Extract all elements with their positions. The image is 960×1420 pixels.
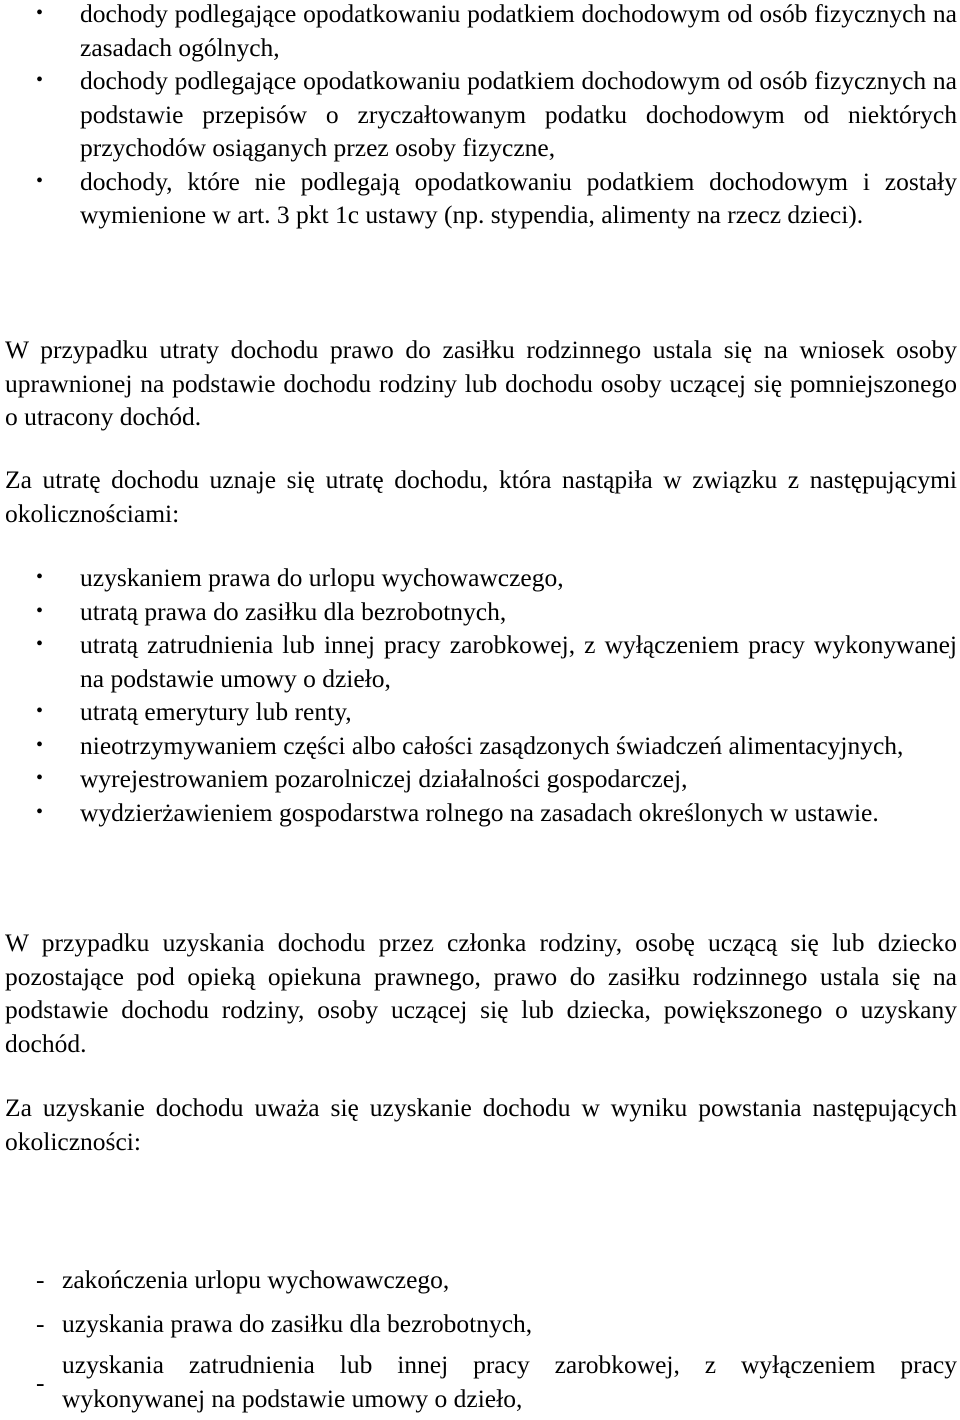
bullet-icon: • — [36, 800, 44, 823]
bullet-icon: • — [36, 767, 44, 789]
dash-icon: - — [36, 1308, 45, 1338]
bullet-icon: • — [36, 633, 44, 655]
list-item — [0, 64, 957, 165]
list-item — [0, 695, 957, 729]
list-item — [0, 628, 957, 695]
bullet-icon: • — [36, 2, 44, 24]
list-item — [0, 762, 957, 796]
list-item-text: uzyskania zatrudnienia lub innej pracy zarobkowej, z wyłączeniem pracy wykonywanej na podstawie umowy o dzieło, — [62, 1350, 957, 1413]
bullet-icon: • — [36, 169, 44, 192]
paragraph-income-loss: W przypadku utraty dochodu prawo do zasiłku rodzinnego ustala się na wniosek osoby uprawnionej na podstawie dochodu rodziny lub dochodu osoby uczącej się pomniejszonego o utracony dochód. — [5, 335, 957, 431]
list-item-text: utratą prawa do zasiłku dla bezrobotnych, — [80, 596, 507, 626]
list-item — [0, 165, 957, 232]
bullet-icon: • — [36, 599, 44, 622]
list-item — [0, 595, 957, 629]
dash-icon: - — [36, 1265, 45, 1294]
bullet-icon: • — [36, 69, 44, 91]
list-item-text: nieotrzymywaniem części albo całości zasądzonych świadczeń alimentacyjnych, — [80, 730, 904, 760]
list-item — [0, 1348, 957, 1415]
list-item-text: dochody, które nie podlegają opodatkowaniu podatkiem dochodowym i zostały wymienione w art. 3 pkt 1c ustawy (np. stypendia, alimenty na rzecz dzieci). — [80, 166, 957, 229]
list-item-text: uzyskania prawa do zasiłku dla bezrobotnych, — [62, 1308, 533, 1338]
list-item — [0, 561, 957, 595]
income-gain-circumstances-list — [0, 1263, 957, 1415]
list-item-text: wyrejestrowaniem pozarolniczej działalności gospodarczej, — [80, 764, 688, 793]
list-item-text: dochody podlegające opodatkowaniu podatkiem dochodowym od osób fizycznych na podstawie przepisów o zryczałtowanym podatku dochodowym od niektórych przychodów osiąganych przez osoby fizyczne, — [80, 66, 957, 162]
list-item-text: zakończenia urlopu wychowawczego, — [62, 1265, 450, 1294]
list-item-text: wydzierżawieniem gospodarstwa rolnego na zasadach określonych w ustawie. — [80, 797, 879, 827]
list-item-text: uzyskaniem prawa do urlopu wychowawczego, — [80, 563, 564, 592]
list-item-text: utratą emerytury lub renty, — [80, 697, 352, 726]
list-item — [0, 0, 957, 64]
income-types-list — [0, 0, 957, 232]
paragraph-income-gain: W przypadku uzyskania dochodu przez członka rodziny, osobę uczącą się lub dziecko pozostające pod opieką opiekuna prawnego, prawo do zasiłku rodzinnego ustala się na podstawie dochodu rodziny, osoby uczącej się lub dziecka, powiększonego o uzyskany dochód. — [5, 928, 957, 1058]
income-loss-circumstances-list — [0, 561, 957, 829]
list-item — [0, 796, 957, 830]
list-item — [0, 729, 957, 763]
bullet-icon: • — [36, 700, 44, 722]
list-item-text: utratą zatrudnienia lub innej pracy zarobkowej, z wyłączeniem pracy wykonywanej na podstawie umowy o dzieło, — [80, 630, 957, 693]
list-item — [0, 1263, 957, 1297]
bullet-icon: • — [36, 733, 44, 756]
bullet-icon: • — [36, 566, 44, 588]
paragraph-income-gain-definition: Za uzyskanie dochodu uważa się uzyskanie dochodu w wyniku powstania następujących okoliczności: — [5, 1093, 957, 1156]
list-item — [0, 1307, 957, 1341]
dash-icon: - — [36, 1368, 45, 1397]
paragraph-income-loss-definition: Za utratę dochodu uznaje się utratę dochodu, która nastąpiła w związku z następującymi okolicznościami: — [5, 465, 957, 528]
list-item-text: dochody podlegające opodatkowaniu podatkiem dochodowym od osób fizycznych na zasadach ogólnych, — [80, 0, 957, 62]
